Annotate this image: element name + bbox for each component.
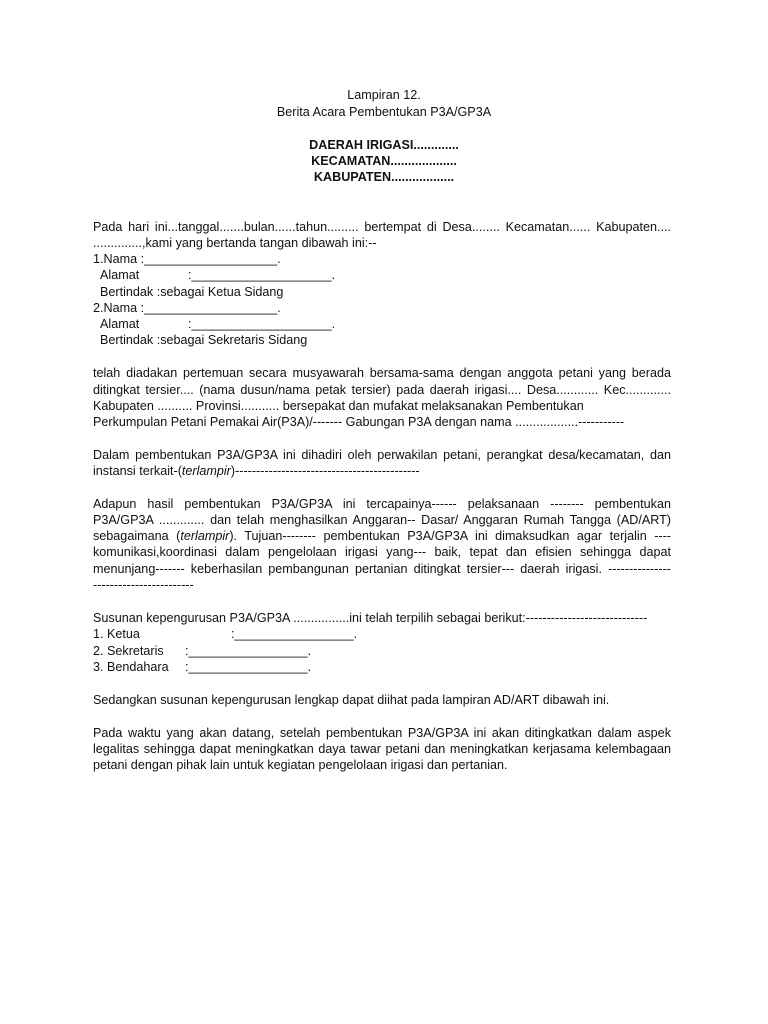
treasurer-label: 3. Bendahara bbox=[93, 660, 169, 674]
person2-address-row bbox=[100, 316, 335, 332]
para1-line-2: ditingkat tersier.... (nama dusun/nama petak tersier) pada daerah irigasi.... Desa............ Kec............. bbox=[93, 383, 671, 397]
para3-line-3 bbox=[93, 528, 671, 544]
chair-label: 1. Ketua bbox=[93, 627, 140, 641]
para5-line-3: petani dengan pihak lain untuk kegiatan pengelolaan irigasi dan pertanian. bbox=[93, 758, 508, 772]
para3-line-2: P3A/GP3A ............. dan telah menghasilkan Anggaran-- Dasar/ Anggaran Rumah Tangga (AD/ART) bbox=[93, 513, 671, 527]
board-intro: Susunan kepengurusan P3A/GP3A ................ini telah terpilih sebagai berikut:----------------------------- bbox=[93, 611, 648, 625]
person1-address-label: Alamat bbox=[100, 268, 140, 282]
para3-line-3-end: ). Tujuan-------- pembentukan P3A/GP3A ini dimaksudkan agar terjalin ---- bbox=[229, 529, 671, 543]
kecamatan-heading: KECAMATAN................... bbox=[311, 154, 457, 168]
person2-role: Bertindak :sebagai Sekretaris Sidang bbox=[100, 333, 308, 347]
para2-line-2 bbox=[93, 463, 420, 479]
person1-address-value: :____________________. bbox=[188, 268, 336, 282]
board-item-chair bbox=[93, 626, 357, 642]
opening-line-1: Pada hari ini...tanggal.......bulan......tahun......... bertempat di Desa........ Kecamatan...... Kabupaten.... bbox=[93, 220, 671, 234]
para5-line-1: Pada waktu yang akan datang, setelah pembentukan P3A/GP3A ini akan ditingkatkan dalam aspek bbox=[93, 726, 671, 740]
para3-line-1: Adapun hasil pembentukan P3A/GP3A ini tercapainya------ pelaksanaan -------- pembentukan bbox=[93, 497, 671, 511]
opening-line-2: ..............,kami yang bertanda tangan dibawah ini:-- bbox=[93, 236, 377, 250]
para2-terlampir: terlampir bbox=[181, 464, 231, 478]
person2-name-field: 2.Nama :___________________. bbox=[93, 301, 281, 315]
para3-line-3-start: sebagaimana ( bbox=[93, 529, 181, 543]
para4-line: Sedangkan susunan kepengurusan lengkap dapat diihat pada lampiran AD/ART dibawah ini. bbox=[93, 693, 610, 707]
secretary-value: :_________________. bbox=[185, 644, 312, 658]
daerah-irigasi-heading: DAERAH IRIGASI............. bbox=[309, 138, 459, 152]
para1-line-1: telah diadakan pertemuan secara musyawarah bersama-sama dengan anggota petani yang berada bbox=[93, 366, 671, 380]
person1-name-field: 1.Nama :___________________. bbox=[93, 252, 281, 266]
para1-line-3: Kabupaten .......... Provinsi........... bersepakat dan mufakat melaksanakan Pembentukan bbox=[93, 399, 584, 413]
person1-address-row bbox=[100, 267, 335, 283]
board-item-secretary bbox=[93, 643, 311, 659]
person2-address-value: :____________________. bbox=[188, 317, 336, 331]
para1-line-4: Perkumpulan Petani Pemakai Air(P3A)/------- Gabungan P3A dengan nama ..................----------- bbox=[93, 415, 625, 429]
para3-line-4: komunikasi,koordinasi dalam pengelolaan irigasi yang--- baik, tepat dan efisien sehingga dapat bbox=[93, 545, 671, 559]
para2-line-2-end: )-------------------------------------------- bbox=[230, 464, 420, 478]
para5-line-2: legalitas sehingga dapat meningkatkan daya tawar petani dan meningkatkan kerjasama kelembagaan bbox=[93, 742, 671, 756]
para3-line-6: ------------------------ bbox=[93, 578, 194, 592]
para2-line-1: Dalam pembentukan P3A/GP3A ini dihadiri oleh perwakilan petani, perangkat desa/kecamatan, dan bbox=[93, 448, 671, 462]
board-item-treasurer bbox=[93, 659, 311, 675]
para2-line-2-start: instansi terkait-( bbox=[93, 464, 182, 478]
attachment-number: Lampiran 12. bbox=[347, 88, 421, 102]
person2-address-label: Alamat bbox=[100, 317, 140, 331]
secretary-label: 2. Sekretaris bbox=[93, 644, 164, 658]
kabupaten-heading: KABUPATEN.................. bbox=[313, 170, 455, 184]
para3-terlampir: terlampir bbox=[180, 529, 230, 543]
document-title: Berita Acara Pembentukan P3A/GP3A bbox=[276, 105, 492, 119]
person1-role: Bertindak :sebagai Ketua Sidang bbox=[100, 285, 284, 299]
treasurer-value: :_________________. bbox=[185, 660, 312, 674]
para3-line-5: menunjang------- keberhasilan pembangunan pertanian ditingkat tersier--- daerah irigasi. --------------- bbox=[93, 562, 671, 576]
chair-value: :_________________. bbox=[231, 627, 358, 641]
